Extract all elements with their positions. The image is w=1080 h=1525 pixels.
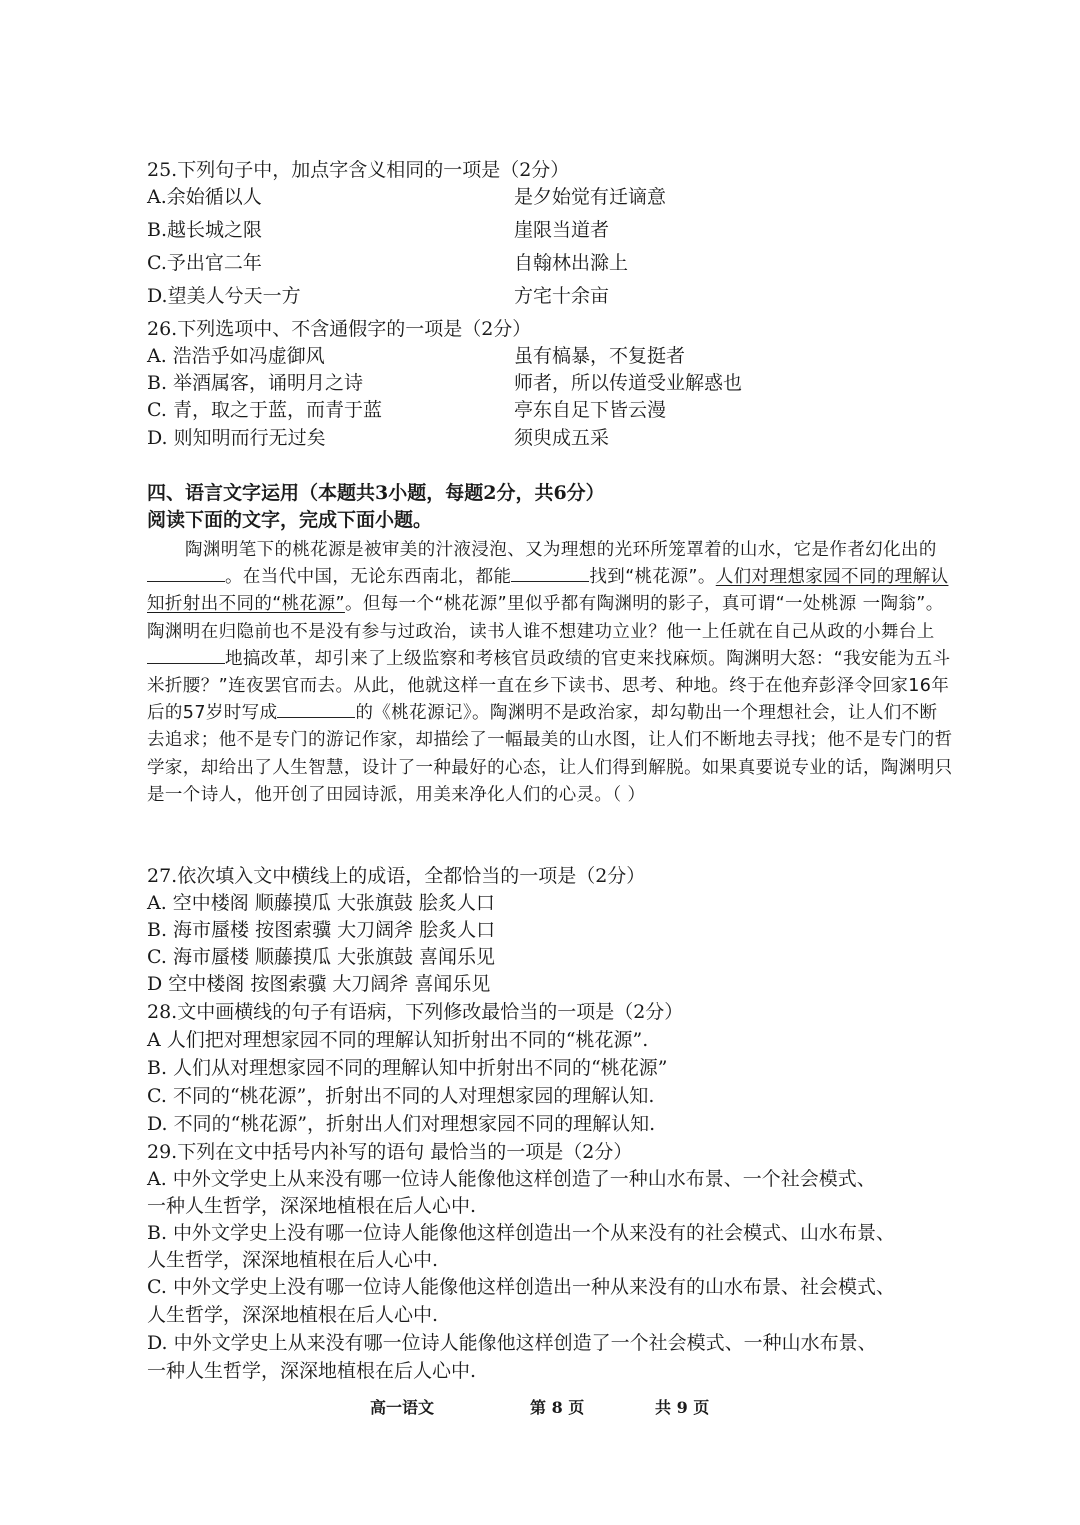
q26-stem: 26.下列选项中、不含通假字的一项是（2分）: [147, 318, 532, 340]
q26-c-left: C. 青，取之于蓝，而青于蓝: [147, 399, 382, 421]
q28-option-b: B. 人们从对理想家园不同的理解认知中折射出不同的“桃花源”: [147, 1057, 668, 1079]
passage-part-4: 。但每一个“桃花源”里似乎都有陶渊明的影子，真可谓“一处桃源 一陶翁”。陶渊明在归隐前也不是没有参与过政治，读书人谁不想建功立业？他一上任就在自己从政的小舞台上: [147, 594, 944, 642]
q29-option-b-line2: 人生哲学，深深地植根在后人心中.: [147, 1249, 439, 1271]
q25-option-a: [147, 184, 947, 211]
q27-option-b: B. 海市蜃楼 按图索骥 大刀阔斧 脍炙人口: [147, 919, 496, 941]
q26-c-right: 亭东自足下皆云漫: [514, 399, 667, 421]
q25-b-left: B.越长城之限: [147, 219, 263, 241]
passage-part-3: 找到“桃花源”。: [589, 567, 716, 588]
q29-option-a-line1: A. 中外文学史上从来没有哪一位诗人能像他这样创造了一种山水布景、一个社会模式、: [147, 1168, 876, 1190]
q28-option-d: D. 不同的“桃花源”，折射出人们对理想家园不同的理解认知.: [147, 1113, 656, 1135]
q25-stem: 25.下列句子中，加点字含义相同的一项是（2分）: [147, 159, 570, 181]
q27-option-c: C. 海市蜃楼 顺藤摸瓜 大张旗鼓 喜闻乐见: [147, 946, 496, 968]
q29-option-c-line1: C. 中外文学史上没有哪一位诗人能像他这样创造出一种从来没有的山水布景、社会模式、: [147, 1276, 895, 1298]
q26-option-a: [147, 343, 947, 370]
q26-d-right: 须臾成五采: [514, 427, 610, 449]
q27-option-a: A. 空中楼阁 顺藤摸瓜 大张旗鼓 脍炙人口: [147, 892, 495, 914]
q26-a-right: 虽有槁暴，不复挺者: [514, 345, 686, 367]
q29-option-c-line2: 人生哲学，深深地植根在后人心中.: [147, 1304, 439, 1326]
q29-option-d-line1: D. 中外文学史上从来没有哪一位诗人能像他这样创造了一个社会模式、一种山水布景、: [147, 1332, 877, 1354]
q28-stem: 28.文中画横线的句子有语病，下列修改最恰当的一项是（2分）: [147, 1001, 684, 1023]
footer-subject: 高一语文: [370, 1398, 435, 1417]
reading-instruction: 阅读下面的文字，完成下面小题。: [147, 509, 433, 531]
q25-a-right: 是夕始觉有迁谪意: [514, 186, 667, 208]
q26-d-left: D. 则知明而行无过矣: [147, 427, 326, 449]
q25-option-c: [147, 250, 947, 277]
q25-c-left: C.予出官二年: [147, 252, 262, 274]
q28-option-c: C. 不同的“桃花源”，折射出不同的人对理想家园的理解认知.: [147, 1085, 655, 1107]
passage-part-2: 。在当代中国，无论东西南北，都能: [225, 567, 512, 588]
q26-option-d: [147, 425, 947, 452]
passage-part-6: 的《桃花源记》。陶渊明不是政治家，却勾勒出一个理想社会，让人们不断去追求；他不是专门的游记作家，却描绘了一幅最美的山水图，让人们不断地去寻找；他不是专门的哲学家，却给出了人生智慧，设计了一种最好的心态，让人们得到解脱。如果真要说专业的话，陶渊明只是一个诗人，他开创了田园诗派，用美来净化人们的心灵。（ ）: [147, 703, 953, 805]
q29-option-d-line2: 一种人生哲学，深深地植根在后人心中.: [147, 1360, 477, 1382]
q25-c-right: 自翰林出滁上: [514, 252, 629, 274]
passage-part-5: 地搞改革，却引来了上级监察和考核官员政绩的官吏来找麻烦。陶渊明大怒：“我安能为五斗米折腰？”连夜罢官而去。从此，他就这样一直在乡下读书、思考、种地。终于在他弃彭泽令回家16年后的57岁时写成: [147, 648, 951, 724]
q27-option-d: D 空中楼阁 按图索骥 大刀阔斧 喜闻乐见: [147, 973, 491, 995]
footer-page-number: 第 8 页: [530, 1398, 585, 1417]
q26-b-left: B. 举酒属客，诵明月之诗: [147, 372, 364, 394]
q25-d-right: 方宅十余亩: [514, 285, 610, 307]
blank-1: [147, 565, 225, 582]
q26-b-right: 师者，所以传道受业解惑也: [514, 372, 743, 394]
q27-stem: 27.依次填入文中横线上的成语，全都恰当的一项是（2分）: [147, 865, 646, 887]
q29-option-a-line2: 一种人生哲学，深深地植根在后人心中.: [147, 1195, 477, 1217]
section-heading: 四、语言文字运用（本题共3小题，每题2分，共6分）: [147, 482, 605, 504]
q25-option-b: [147, 217, 947, 244]
underlined-sentence: 人们对理想家园不同的理解认知折射出不同的“桃花源”: [147, 567, 949, 615]
q29-option-b-line1: B. 中外文学史上没有哪一位诗人能像他这样创造出一个从来没有的社会模式、山水布景、: [147, 1222, 896, 1244]
blank-4: [277, 701, 355, 718]
q29-stem: 29.下列在文中括号内补写的语句 最恰当的一项是（2分）: [147, 1141, 633, 1163]
q28-option-a: A 人们把对理想家园不同的理解认知折射出不同的“桃花源”.: [147, 1029, 649, 1051]
footer-total-pages: 共 9 页: [655, 1398, 710, 1417]
q25-b-right: 崖限当道者: [514, 219, 610, 241]
q25-a-left: A.余始循以人: [147, 186, 262, 208]
blank-3: [147, 647, 225, 664]
reading-passage: [147, 537, 953, 809]
q25-d-left: D.望美人兮天一方: [147, 285, 301, 307]
q26-option-b: [147, 370, 947, 397]
blank-2: [511, 565, 589, 582]
q26-option-c: [147, 397, 947, 424]
q25-option-d: [147, 283, 947, 310]
q26-a-left: A. 浩浩乎如冯虚御风: [147, 345, 325, 367]
passage-part-1: 陶渊明笔下的桃花源是被审美的汁液浸泡、又为理想的光环所笼罩着的山水，它是作者幻化出的: [185, 540, 937, 560]
